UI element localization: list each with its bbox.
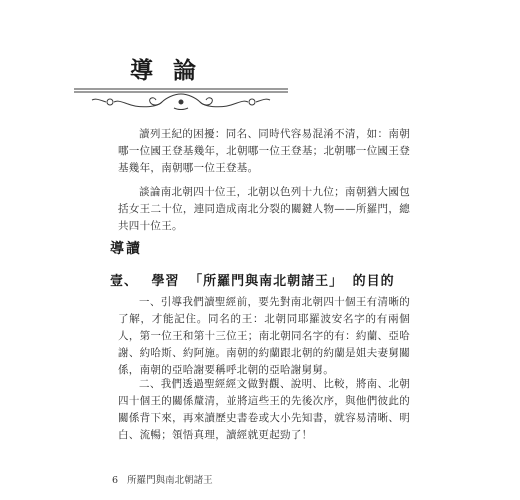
section-heading: 導讀 xyxy=(110,241,142,257)
subsection-quoted-title: 「所羅門與南北朝諸王」 xyxy=(189,274,344,289)
body-paragraph-1-text: 一、引導我們讀聖經前，要先對南北朝四十個王有清晰的了解，才能記住。同名的王：北朝同耶羅波安名字的有兩個人，第一位王和第十三位王；南北朝同名字的有：約蘭、亞哈謝、約哈斯、約阿施。南朝的約蘭跟北朝的約蘭是姐夫妻舅關係，南朝的亞哈謝要稱呼北朝的亞哈謝舅舅。 xyxy=(118,296,410,376)
running-title: 所羅門與南北朝諸王 xyxy=(127,475,213,486)
intro-paragraph-1 xyxy=(118,126,410,177)
intro-paragraph-2-text: 談論南北朝四十位王，北朝以色列十九位；南朝猶大國包括女王二十位，連同造成南北分裂的關鍵人物——所羅門，總共四十位王。 xyxy=(118,186,410,232)
body-paragraph-2 xyxy=(118,376,410,444)
page-footer xyxy=(112,472,213,486)
chapter-title: 導 論 xyxy=(130,57,203,84)
subsection-prefix: 學習 xyxy=(151,274,180,289)
body-paragraph-1 xyxy=(118,294,410,379)
intro-paragraph-1-text: 讀列王紀的困擾：同名、同時代容易混淆不清，如：南朝哪一位國王登基幾年，北朝哪一位王登基；北朝哪一位國王登基幾年，南朝哪一位王登基。 xyxy=(118,128,410,174)
decorative-divider xyxy=(66,80,296,114)
subsection-number: 壹、 xyxy=(110,274,139,289)
subsection-heading xyxy=(110,270,395,289)
body-paragraph-2-text: 二、我們透過聖經經文做對觀、說明、比較，將南、北朝四十個王的關係釐清，並將這些王的先後次序，與他們彼此的關係背下來，再來讀歷史書卷或大小先知書，就容易清晰、明白、流暢；領悟真理，讀經就更起勁了！ xyxy=(118,378,410,441)
page-number: 6 xyxy=(112,475,119,486)
intro-paragraph-2 xyxy=(118,184,410,235)
subsection-suffix: 的目的 xyxy=(352,274,395,289)
